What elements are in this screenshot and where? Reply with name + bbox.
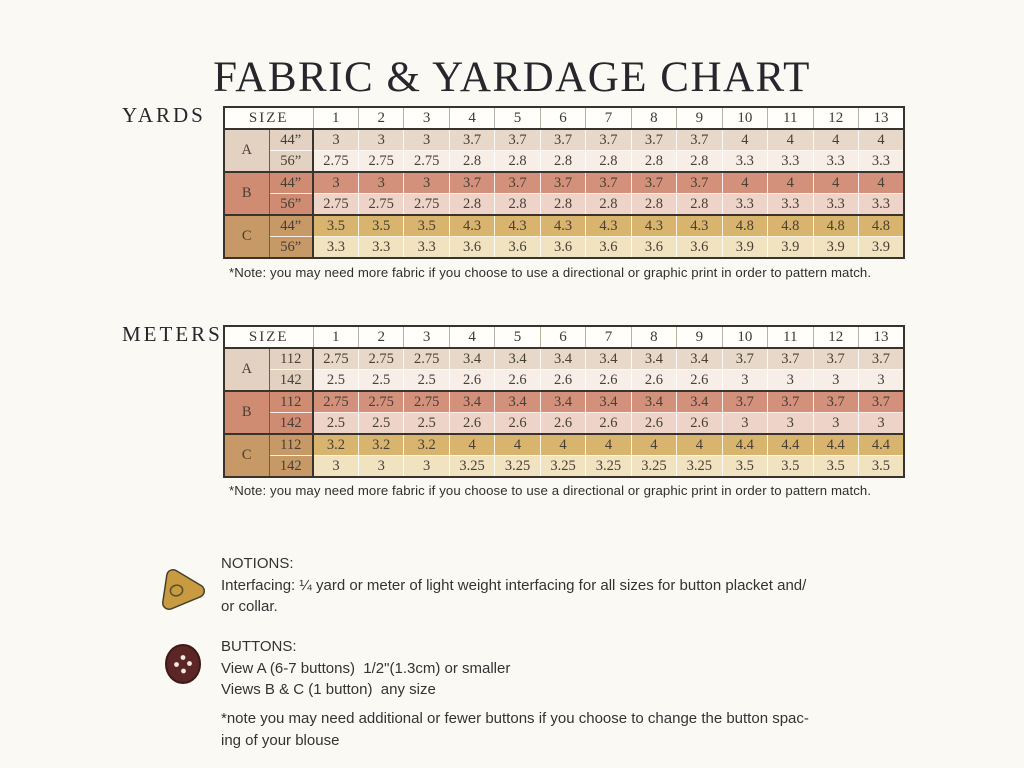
yardage-value-cell: 3 [813,370,858,392]
size-column-header: 8 [631,326,676,348]
yards-note: *Note: you may need more fabric if you choose to use a directional or graphic print in order to pattern match. [229,265,872,280]
yardage-value-cell: 3.6 [586,237,631,259]
yardage-value-cell: 3.7 [495,172,540,194]
yardage-row [224,129,904,151]
notions-line: or collar. [221,598,278,615]
yardage-value-cell: 4 [858,129,904,151]
yardage-value-cell: 2.5 [313,413,358,435]
yardage-value-cell: 3.6 [449,237,494,259]
yardage-value-cell: 3.3 [858,194,904,216]
buttons-heading: BUTTONS: [221,638,297,655]
yardage-value-cell: 3.7 [540,129,585,151]
yardage-value-cell: 2.75 [358,391,403,413]
buttons-footnote [221,708,809,751]
yardage-value-cell: 3.9 [722,237,767,259]
meters-table-header-row [224,326,904,348]
yardage-value-cell: 2.5 [404,413,449,435]
yardage-row [224,215,904,237]
yards-table-header-row [224,107,904,129]
yardage-value-cell: 2.75 [404,151,449,173]
yardage-value-cell: 3 [358,172,403,194]
fabric-width-cell: 56” [269,194,313,216]
view-letter-cell: B [224,172,269,215]
yardage-value-cell: 4 [858,172,904,194]
yardage-value-cell: 3.7 [677,129,722,151]
yardage-value-cell: 2.75 [358,348,403,370]
yardage-row [224,413,904,435]
size-column-header: 6 [540,326,585,348]
yardage-value-cell: 3 [358,129,403,151]
notions-block [221,553,806,618]
yardage-value-cell: 3.5 [358,215,403,237]
size-column-header: 6 [540,107,585,129]
yardage-value-cell: 2.75 [358,194,403,216]
yardage-value-cell: 3.3 [358,237,403,259]
yardage-value-cell: 3.7 [631,129,676,151]
yardage-value-cell: 3.3 [722,151,767,173]
fabric-width-cell: 142 [269,413,313,435]
yardage-value-cell: 3.4 [677,391,722,413]
yardage-value-cell: 3.3 [768,194,813,216]
yards-section-label: YARDS [122,103,206,127]
yardage-value-cell: 4.8 [768,215,813,237]
yardage-value-cell: 2.8 [677,151,722,173]
yardage-value-cell: 3 [313,172,358,194]
meters-section-label: METERS [122,322,223,346]
yardage-value-cell: 3.4 [495,391,540,413]
size-column-header: 3 [404,326,449,348]
size-column-header: 7 [586,326,631,348]
button-icon [163,643,203,685]
fabric-width-cell: 142 [269,456,313,478]
yardage-value-cell: 4 [449,434,494,456]
yardage-value-cell: 3.3 [813,194,858,216]
yardage-value-cell: 3.3 [313,237,358,259]
yardage-value-cell: 4 [813,129,858,151]
view-letter-cell: A [224,129,269,172]
yardage-value-cell: 3.7 [586,172,631,194]
fabric-width-cell: 44” [269,215,313,237]
yardage-value-cell: 3 [404,172,449,194]
yardage-value-cell: 3.4 [449,348,494,370]
yardage-value-cell: 3.7 [495,129,540,151]
yardage-value-cell: 3.9 [768,237,813,259]
yardage-row [224,348,904,370]
yardage-value-cell: 2.6 [631,370,676,392]
notions-line: Interfacing: ¼ yard or meter of light weight interfacing for all sizes for button placket and/ [221,576,807,594]
yardage-value-cell: 3 [313,456,358,478]
yardage-row [224,391,904,413]
size-header: SIZE [224,326,313,348]
yardage-value-cell: 2.8 [495,151,540,173]
yardage-value-cell: 2.6 [449,370,494,392]
yardage-value-cell: 3 [768,413,813,435]
yardage-value-cell: 3.2 [404,434,449,456]
yardage-value-cell: 4.4 [722,434,767,456]
yardage-value-cell: 3 [813,413,858,435]
view-letter-cell: A [224,348,269,391]
yardage-value-cell: 2.8 [449,194,494,216]
yardage-row [224,151,904,173]
yardage-value-cell: 4.3 [677,215,722,237]
size-column-header: 2 [358,326,403,348]
yardage-value-cell: 3.5 [813,456,858,478]
fabric-width-cell: 44” [269,129,313,151]
size-column-header: 12 [813,326,858,348]
yardage-row [224,456,904,478]
buttons-block [221,636,510,701]
yardage-value-cell: 2.75 [404,391,449,413]
size-column-header: 9 [677,326,722,348]
yardage-value-cell: 2.8 [586,194,631,216]
yardage-value-cell: 3.4 [631,391,676,413]
yardage-value-cell: 2.6 [677,370,722,392]
yardage-value-cell: 3.4 [540,391,585,413]
yardage-value-cell: 3.7 [768,391,813,413]
yardage-value-cell: 4 [586,434,631,456]
yardage-value-cell: 4.8 [858,215,904,237]
yardage-value-cell: 3.5 [768,456,813,478]
yardage-value-cell: 4.3 [540,215,585,237]
yardage-value-cell: 3.2 [313,434,358,456]
yardage-value-cell: 3 [313,129,358,151]
size-column-header: 11 [768,107,813,129]
yardage-value-cell: 3.4 [586,348,631,370]
yardage-value-cell: 2.75 [313,151,358,173]
yardage-value-cell: 4 [495,434,540,456]
fabric-width-cell: 112 [269,434,313,456]
yardage-value-cell: 2.6 [586,413,631,435]
meters-note: *Note: you may need more fabric if you choose to use a directional or graphic print in order to pattern match. [229,483,872,498]
yardage-value-cell: 4.3 [449,215,494,237]
yardage-value-cell: 2.6 [540,370,585,392]
yardage-value-cell: 2.6 [677,413,722,435]
page-title: FABRIC & YARDAGE CHART [213,53,811,101]
size-column-header: 9 [677,107,722,129]
size-column-header: 13 [858,107,904,129]
size-column-header: 4 [449,107,494,129]
yardage-value-cell: 3.9 [813,237,858,259]
yardage-value-cell: 3.7 [677,172,722,194]
size-column-header: 2 [358,107,403,129]
size-column-header: 13 [858,326,904,348]
yardage-value-cell: 4 [540,434,585,456]
yardage-value-cell: 2.75 [313,348,358,370]
size-header: SIZE [224,107,313,129]
yards-table [223,106,905,259]
size-column-header: 10 [722,107,767,129]
yardage-value-cell: 3.7 [813,348,858,370]
yardage-value-cell: 2.8 [495,194,540,216]
yardage-value-cell: 3.3 [722,194,767,216]
yardage-value-cell: 3.6 [631,237,676,259]
yardage-value-cell: 4.8 [722,215,767,237]
yardage-value-cell: 4 [813,172,858,194]
yardage-value-cell: 2.8 [631,151,676,173]
yardage-row [224,172,904,194]
yardage-value-cell: 3.7 [540,172,585,194]
yardage-value-cell: 3.4 [449,391,494,413]
yardage-value-cell: 3.7 [449,172,494,194]
yardage-value-cell: 4.4 [813,434,858,456]
fabric-width-cell: 44” [269,172,313,194]
yardage-value-cell: 3.5 [404,215,449,237]
yardage-value-cell: 3.25 [631,456,676,478]
yardage-value-cell: 3.7 [722,348,767,370]
yardage-value-cell: 3.25 [586,456,631,478]
yardage-value-cell: 3 [858,370,904,392]
yardage-value-cell: 4.4 [768,434,813,456]
fabric-width-cell: 56” [269,237,313,259]
yardage-value-cell: 3.5 [313,215,358,237]
yardage-value-cell: 2.8 [631,194,676,216]
yardage-value-cell: 4.3 [586,215,631,237]
yardage-row [224,434,904,456]
yardage-value-cell: 3.4 [631,348,676,370]
yardage-value-cell: 3.7 [858,391,904,413]
yardage-value-cell: 4 [631,434,676,456]
yardage-value-cell: 3.6 [677,237,722,259]
view-letter-cell: B [224,391,269,434]
size-column-header: 1 [313,326,358,348]
yardage-value-cell: 3.3 [813,151,858,173]
yardage-value-cell: 3.4 [586,391,631,413]
yardage-value-cell: 2.6 [540,413,585,435]
yardage-value-cell: 3 [768,370,813,392]
fabric-width-cell: 142 [269,370,313,392]
yardage-value-cell: 4 [722,129,767,151]
yardage-value-cell: 3.6 [540,237,585,259]
yardage-value-cell: 3.25 [540,456,585,478]
yardage-value-cell: 2.75 [313,194,358,216]
yardage-value-cell: 2.75 [404,348,449,370]
yardage-value-cell: 2.8 [586,151,631,173]
yardage-value-cell: 3.25 [677,456,722,478]
yardage-value-cell: 3.3 [858,151,904,173]
yardage-value-cell: 4.8 [813,215,858,237]
yardage-value-cell: 2.75 [358,151,403,173]
yardage-value-cell: 3.5 [858,456,904,478]
yardage-value-cell: 4 [768,172,813,194]
size-column-header: 3 [404,107,449,129]
yardage-value-cell: 3.7 [586,129,631,151]
yardage-value-cell: 3.7 [631,172,676,194]
yardage-value-cell: 2.5 [358,413,403,435]
yardage-value-cell: 3.25 [449,456,494,478]
size-column-header: 10 [722,326,767,348]
size-column-header: 11 [768,326,813,348]
size-column-header: 12 [813,107,858,129]
yardage-value-cell: 4.3 [631,215,676,237]
yardage-value-cell: 2.5 [358,370,403,392]
size-column-header: 8 [631,107,676,129]
yardage-value-cell: 3.7 [768,348,813,370]
yardage-value-cell: 2.8 [677,194,722,216]
buttons-line: View A (6-7 buttons) 1/2"(1.3cm) or smaller [221,659,511,677]
yardage-value-cell: 3 [858,413,904,435]
yardage-value-cell: 2.6 [631,413,676,435]
view-letter-cell: C [224,215,269,258]
yardage-value-cell: 3 [404,456,449,478]
yardage-value-cell: 3.7 [722,391,767,413]
yardage-value-cell: 4 [722,172,767,194]
yardage-value-cell: 3.3 [768,151,813,173]
yardage-value-cell: 2.6 [449,413,494,435]
yardage-value-cell: 3 [722,370,767,392]
yardage-value-cell: 3.5 [722,456,767,478]
footnote-line: *note you may need additional or fewer buttons if you choose to change the button spac- [221,710,809,727]
yardage-value-cell: 2.5 [313,370,358,392]
yardage-value-cell: 3.4 [495,348,540,370]
yardage-value-cell: 3.4 [677,348,722,370]
yardage-value-cell: 2.6 [495,370,540,392]
fabric-width-cell: 112 [269,391,313,413]
view-letter-cell: C [224,434,269,477]
meters-table [223,325,905,478]
yardage-value-cell: 4 [677,434,722,456]
yardage-value-cell: 4 [768,129,813,151]
yardage-value-cell: 3.7 [858,348,904,370]
yardage-row [224,194,904,216]
yardage-value-cell: 4.4 [858,434,904,456]
yardage-value-cell: 3.2 [358,434,403,456]
yardage-value-cell: 3.4 [540,348,585,370]
yardage-value-cell: 4.3 [495,215,540,237]
yardage-value-cell: 2.75 [404,194,449,216]
yardage-value-cell: 2.75 [313,391,358,413]
yardage-value-cell: 3.9 [858,237,904,259]
size-column-header: 4 [449,326,494,348]
yardage-value-cell: 2.6 [495,413,540,435]
yardage-value-cell: 3.3 [404,237,449,259]
yardage-value-cell: 3.7 [449,129,494,151]
interfacing-icon [158,568,208,614]
yardage-value-cell: 3.7 [813,391,858,413]
yardage-value-cell: 2.8 [540,194,585,216]
yardage-value-cell: 2.5 [404,370,449,392]
yardage-value-cell: 2.8 [449,151,494,173]
size-column-header: 7 [586,107,631,129]
size-column-header: 5 [495,326,540,348]
yardage-value-cell: 3 [404,129,449,151]
fabric-width-cell: 56” [269,151,313,173]
yardage-value-cell: 2.6 [586,370,631,392]
size-column-header: 5 [495,107,540,129]
fabric-width-cell: 112 [269,348,313,370]
yardage-value-cell: 3 [722,413,767,435]
yardage-value-cell: 3.25 [495,456,540,478]
notions-heading: NOTIONS: [221,555,294,572]
footnote-line: ing of your blouse [221,731,340,749]
yardage-value-cell: 3.6 [495,237,540,259]
yardage-value-cell: 2.8 [540,151,585,173]
buttons-line: Views B & C (1 button) any size [221,681,436,698]
yardage-row [224,237,904,259]
yardage-row [224,370,904,392]
yardage-value-cell: 3 [358,456,403,478]
size-column-header: 1 [313,107,358,129]
